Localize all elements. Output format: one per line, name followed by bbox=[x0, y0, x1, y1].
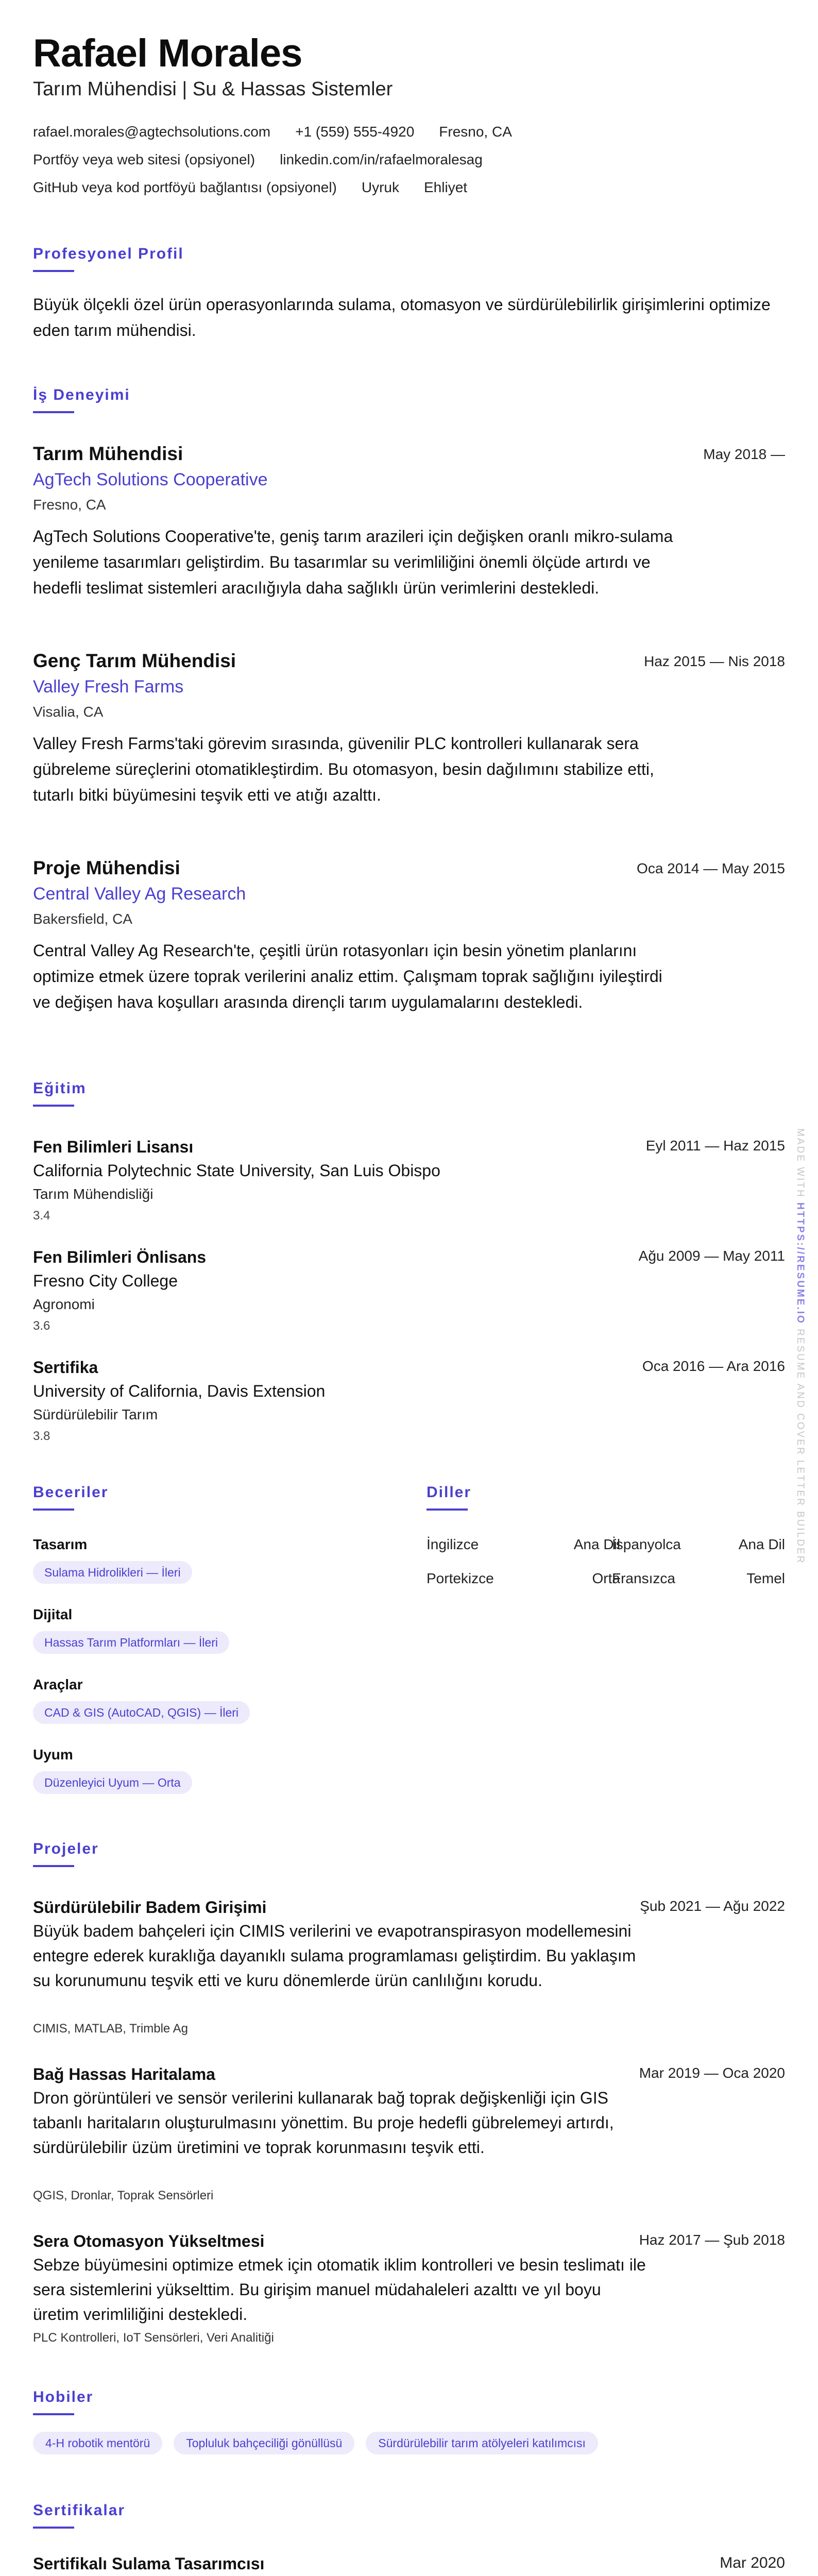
headline: Tarım Mühendisi | Su & Hassas Sistemler bbox=[33, 78, 393, 100]
portfolio-link[interactable]: Portföy veya web sitesi (opsiyonel) bbox=[33, 151, 255, 167]
skill-group-label: Dijital bbox=[33, 1606, 73, 1622]
section-rule bbox=[33, 1865, 74, 1867]
language-name: Fransızca bbox=[612, 1570, 675, 1586]
job-dates: Oca 2014 — May 2015 bbox=[637, 860, 785, 876]
watermark-suffix: RESUME AND COVER LETTER BUILDER bbox=[795, 1329, 806, 1565]
hobby-list bbox=[33, 2432, 598, 2454]
contact-row-2 bbox=[33, 151, 483, 168]
job-dates: May 2018 — bbox=[703, 446, 785, 462]
school-name: California Polytechnic State University, San Luis Obispo bbox=[33, 1161, 440, 1180]
project-description: Büyük badem bahçeleri için CIMIS verilerini ve evapotranspirasyon modellemesini entegre ederek kuraklığa dayanıklı sulama programlaması geliştirdim. Bu yaklaşım su korunumunu teşvik etti ve kuru dönemlerde ürün canlılığını korudu. bbox=[33, 1922, 636, 1990]
section-rule bbox=[33, 1509, 74, 1511]
degree-title: Sertifika bbox=[33, 1358, 98, 1377]
company-name: AgTech Solutions Cooperative bbox=[33, 470, 268, 489]
project-title: Bağ Hassas Haritalama bbox=[33, 2065, 215, 2083]
job-description: AgTech Solutions Cooperative'te, geniş tarım arazileri için değişken oranlı mikro-sulama yenileme tasarımları geliştirdim. Bu tasarımlar su verimliliğini önemli ölçüde artırdı ve hedefli teslimat sistemleri aracılığıyla daha sağlıklı ürün verimlerini destekledi. bbox=[33, 527, 673, 597]
education-dates: Ağu 2009 — May 2011 bbox=[638, 1248, 785, 1264]
certification-date: Mar 2020 bbox=[720, 2554, 785, 2571]
section-rule bbox=[33, 2413, 74, 2415]
section-rule bbox=[33, 2527, 74, 2529]
project-dates: Haz 2017 — Şub 2018 bbox=[639, 2232, 785, 2248]
resume-builder-watermark bbox=[795, 1128, 812, 1565]
section-title-experience: İş Deneyimi bbox=[33, 386, 130, 403]
gpa: 3.4 bbox=[33, 1209, 50, 1223]
candidate-name: Rafael Morales bbox=[33, 31, 302, 75]
certification-title: Sertifikalı Sulama Tasarımcısı bbox=[33, 2554, 265, 2573]
watermark-text bbox=[792, 1128, 808, 1565]
gpa: 3.6 bbox=[33, 1319, 50, 1333]
project-tech: PLC Kontrolleri, IoT Sensörleri, Veri Analitiği bbox=[33, 2331, 274, 2345]
linkedin-link[interactable]: linkedin.com/in/rafaelmoralesag bbox=[280, 151, 483, 167]
section-rule bbox=[33, 411, 74, 413]
section-title-profile: Profesyonel Profil bbox=[33, 245, 184, 262]
skill-group-label: Uyum bbox=[33, 1747, 73, 1762]
github-link[interactable]: GitHub veya kod portföyü bağlantısı (opsiyonel) bbox=[33, 179, 337, 195]
section-title-education: Eğitim bbox=[33, 1080, 87, 1097]
language-name: İngilizce bbox=[427, 1536, 479, 1552]
section-title-certifications: Sertifikalar bbox=[33, 2502, 126, 2519]
skill-chip: Hassas Tarım Platformları — İleri bbox=[33, 1631, 229, 1654]
job-location: Visalia, CA bbox=[33, 704, 104, 720]
watermark-prefix: MADE WITH bbox=[795, 1128, 806, 1198]
job-title: Proje Mühendisi bbox=[33, 857, 180, 878]
company-name: Valley Fresh Farms bbox=[33, 677, 184, 697]
contact-row-3 bbox=[33, 179, 467, 196]
section-rule bbox=[33, 270, 74, 272]
school-name: University of California, Davis Extension bbox=[33, 1382, 326, 1400]
project-title: Sera Otomasyon Yükseltmesi bbox=[33, 2232, 265, 2250]
license-text: Ehliyet bbox=[424, 179, 468, 195]
degree-title: Fen Bilimleri Lisansı bbox=[33, 1138, 194, 1156]
project-description: Dron görüntüleri ve sensör verilerini kullanarak bağ toprak değişkenliği için GIS tabanlı haritaların oluşturulmasını yönettim. Bu proje hedefli gübrelemeyi artırdı, sürdürülebilir üzüm üretimini ve toprak korunmasını teşvik etti. bbox=[33, 2089, 614, 2157]
job-title: Genç Tarım Mühendisi bbox=[33, 650, 236, 671]
language-level: Temel bbox=[746, 1570, 785, 1586]
field-of-study: Tarım Mühendisliği bbox=[33, 1186, 154, 1202]
section-title-languages: Diller bbox=[427, 1484, 472, 1501]
hobby-chip: Sürdürülebilir tarım atölyeleri katılımcısı bbox=[366, 2432, 598, 2454]
job-title: Tarım Mühendisi bbox=[33, 443, 183, 464]
skill-chip: Sulama Hidrolikleri — İleri bbox=[33, 1561, 192, 1584]
language-name: İspanyolca bbox=[612, 1536, 681, 1552]
gpa: 3.8 bbox=[33, 1429, 50, 1443]
skill-chip: CAD & GIS (AutoCAD, QGIS) — İleri bbox=[33, 1701, 250, 1724]
section-rule bbox=[427, 1509, 468, 1511]
email-link[interactable]: rafael.morales@agtechsolutions.com bbox=[33, 124, 271, 140]
skill-group-label: Araçlar bbox=[33, 1676, 83, 1692]
section-rule bbox=[33, 1105, 74, 1107]
location-text: Fresno, CA bbox=[439, 124, 512, 140]
profile-summary: Büyük ölçekli özel ürün operasyonlarında sulama, otomasyon ve sürdürülebilirlik girişimlerini optimize eden tarım mühendisi. bbox=[33, 295, 771, 340]
project-title: Sürdürülebilir Badem Girişimi bbox=[33, 1898, 267, 1917]
job-location: Fresno, CA bbox=[33, 497, 106, 513]
section-title-projects: Projeler bbox=[33, 1840, 99, 1857]
education-dates: Eyl 2011 — Haz 2015 bbox=[645, 1138, 785, 1154]
project-tech: QGIS, Dronlar, Toprak Sensörleri bbox=[33, 2189, 214, 2202]
project-dates: Mar 2019 — Oca 2020 bbox=[639, 2065, 785, 2081]
job-description: Valley Fresh Farms'taki görevim sırasında, güvenilir PLC kontrolleri kullanarak sera gübreleme süreçlerini otomatikleştirdim. Bu otomasyon, besin dağılımını stabilize etti, tutarlı bitki büyümesini teşvik etti ve atığı azalttı. bbox=[33, 734, 654, 804]
citizenship-text: Uyruk bbox=[361, 179, 399, 195]
job-dates: Haz 2015 — Nis 2018 bbox=[644, 653, 785, 669]
phone-number[interactable]: +1 (559) 555-4920 bbox=[295, 124, 415, 140]
degree-title: Fen Bilimleri Önlisans bbox=[33, 1248, 207, 1266]
project-dates: Şub 2021 — Ağu 2022 bbox=[640, 1898, 785, 1914]
language-level: Ana Dil bbox=[573, 1536, 620, 1552]
job-location: Bakersfield, CA bbox=[33, 911, 132, 927]
school-name: Fresno City College bbox=[33, 1272, 178, 1290]
project-description: Sebze büyümesini optimize etmek için otomatik iklim kontrolleri ve besin teslimatı ile sera sistemlerini yükselttim. Bu girişim manuel müdahaleleri azalttı ve yıl boyu üretim verimliliğini destekledi. bbox=[33, 2256, 646, 2324]
field-of-study: Agronomi bbox=[33, 1296, 95, 1312]
hobby-chip: Topluluk bahçeciliği gönüllüsü bbox=[174, 2432, 354, 2454]
job-description: Central Valley Ag Research'te, çeşitli ürün rotasyonları için besin yönetim planlarını optimize etmek üzere toprak verilerini analiz ettim. Çalışmam toprak sağlığını iyileştirdi ve değişen hava koşulları arasında dirençli tarım uygulamalarını destekledi. bbox=[33, 941, 662, 1011]
skill-chip: Düzenleyici Uyum — Orta bbox=[33, 1771, 192, 1794]
hobby-chip: 4-H robotik mentörü bbox=[33, 2432, 162, 2454]
contact-row-1 bbox=[33, 124, 512, 140]
language-level: Orta bbox=[592, 1570, 620, 1586]
company-name: Central Valley Ag Research bbox=[33, 884, 246, 904]
watermark-link[interactable]: HTTPS://RESUME.IO bbox=[795, 1202, 806, 1325]
section-title-skills: Beceriler bbox=[33, 1484, 109, 1501]
education-dates: Oca 2016 — Ara 2016 bbox=[642, 1358, 785, 1374]
project-tech: CIMIS, MATLAB, Trimble Ag bbox=[33, 2022, 188, 2036]
field-of-study: Sürdürülebilir Tarım bbox=[33, 1406, 158, 1422]
skill-group-label: Tasarım bbox=[33, 1536, 88, 1552]
language-name: Portekizce bbox=[427, 1570, 494, 1586]
language-level: Ana Dil bbox=[738, 1536, 785, 1552]
section-title-hobbies: Hobiler bbox=[33, 2388, 94, 2405]
